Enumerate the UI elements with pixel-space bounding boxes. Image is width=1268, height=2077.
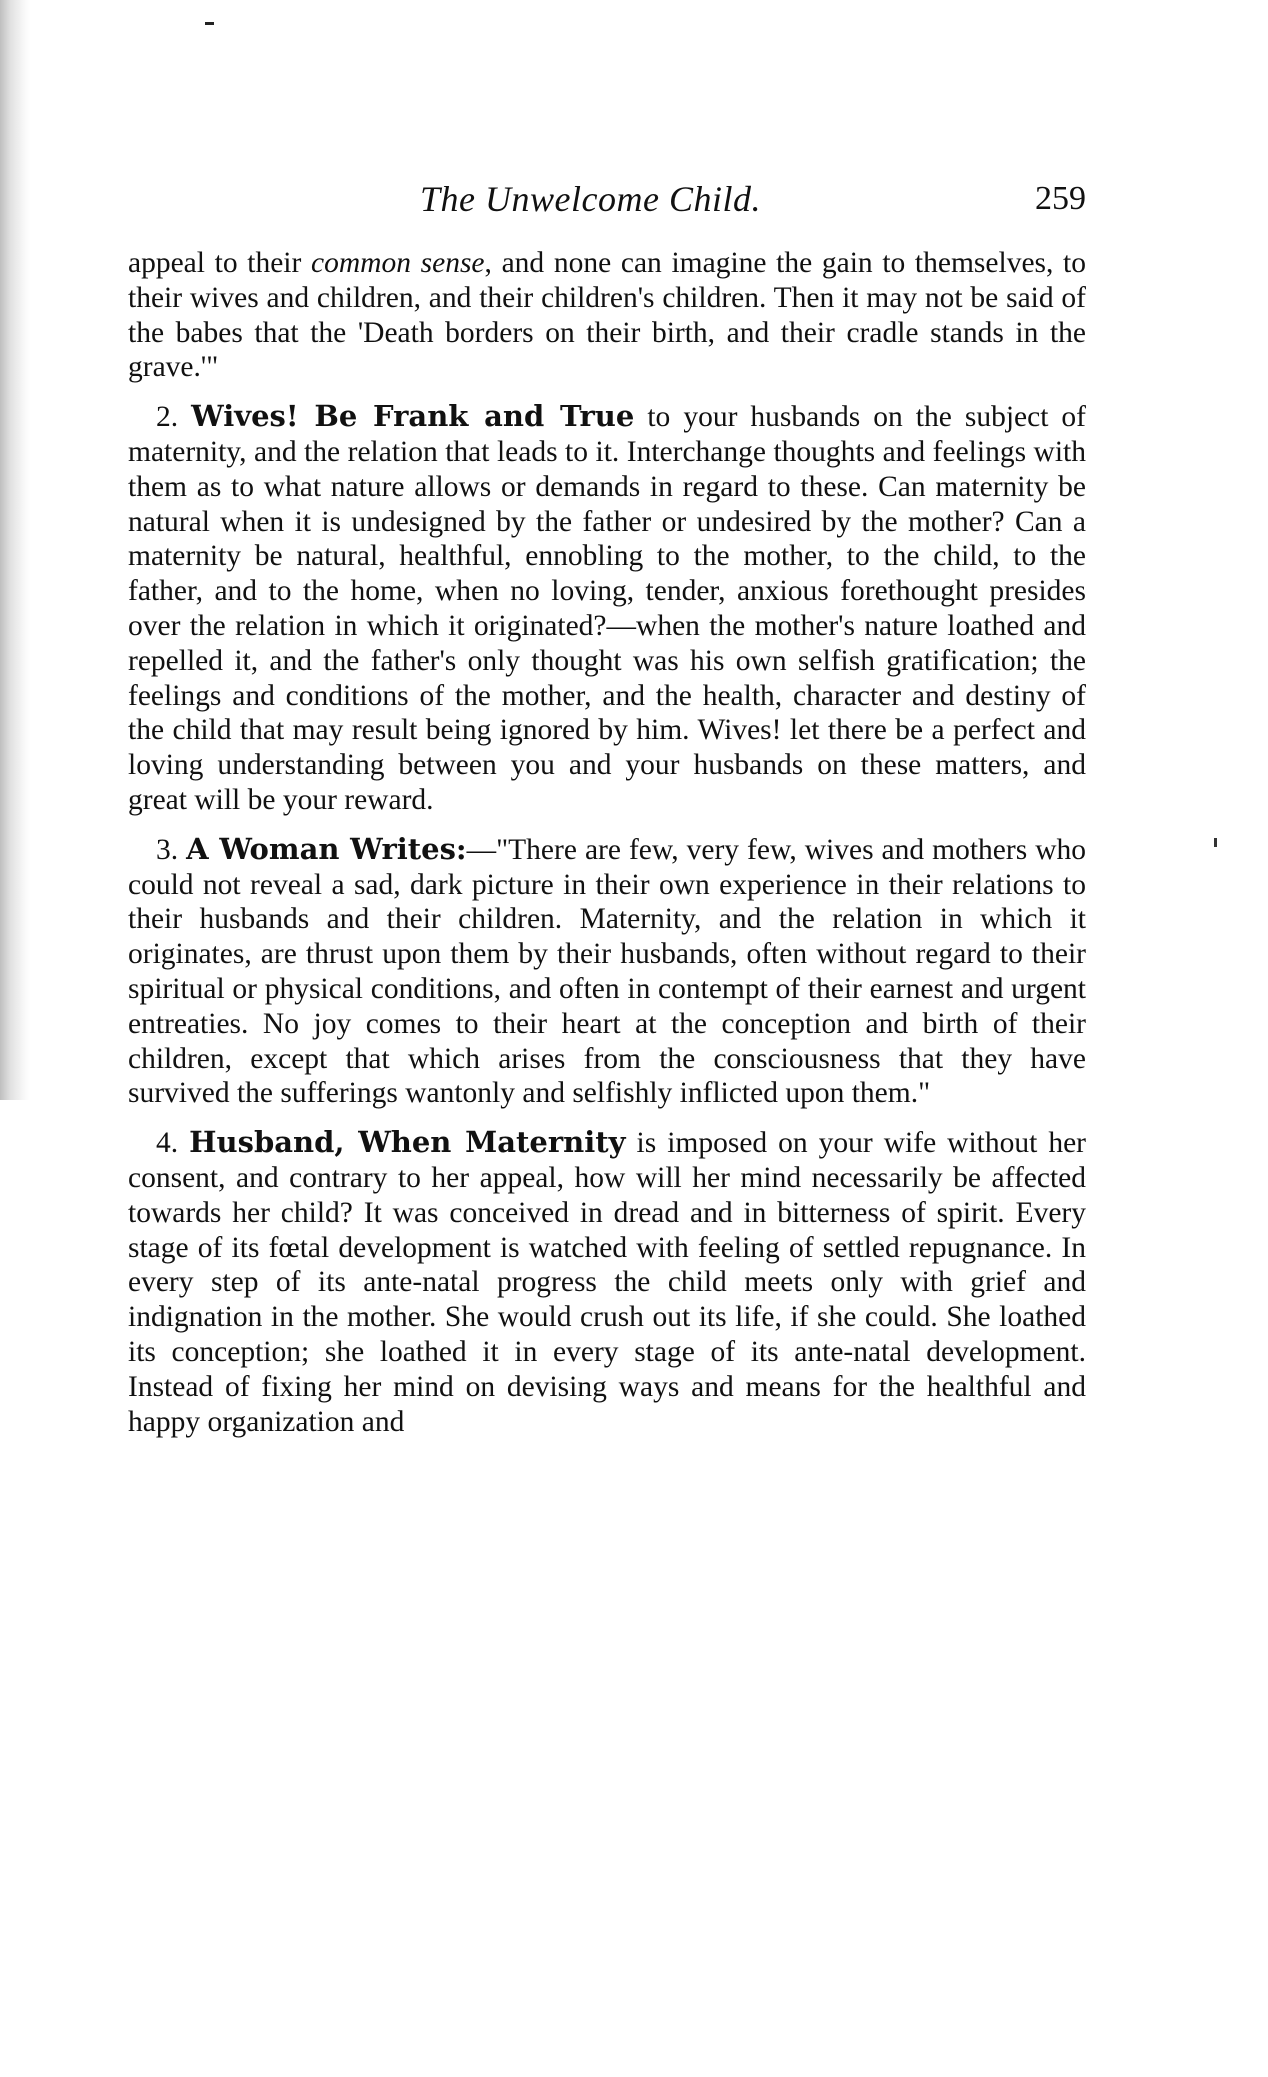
paragraph-text: —"There are few, very few, wives and mothers who could not reveal a sad, dark picture in their own experience in their relations to their husbands and their children. Maternity, and the relation in which it originates, are thrust upon them by their husbands, often without regard to their spiritual or physical conditions, and often in contempt of their earnest and urgent entreaties. No joy comes to their heart at the conception and birth of their children, except that which arises from the consciousness that they have survived the sufferings wantonly and selfishly inflicted upon them." [128,833,1086,1110]
page-number: 259 [1035,180,1086,217]
paragraph-text: , and none can imagine the gain to themselves, to their wives and children, and their children's children. Then it may not be said of the babes that the 'Death borders on their birth, and their cradle stands in the grave.'" [128,247,1087,384]
print-mark [205,22,214,25]
paragraph-number: 4. [156,1127,179,1160]
scan-edge-shadow [0,0,30,1100]
paragraph-text: to your husbands on the subject of maternity, and the relation that leads to it. Interchange thoughts and feelings with them as to what nature allows or demands in regard to these. Can maternity be natural when it is undesigned by the father or undesired by the mother? Can a maternity be natural, healthful, ennobling to the mother, to the child, to the father, and to the home, when no loving, tender, anxious forethought presides over the relation in which it originated?—when the mother's nature loathed and repelled it, and the father's only thought was his own selfish gratification; the feelings and conditions of the mother, and the health, character and destiny of the child that may result being ignored by him. Wives! let there be a perfect and loving understanding between you and your husbands on these matters, and great will be your reward. [128,401,1087,816]
paragraph-lead: A Woman Writes: [186,831,467,866]
page-header [128,178,1086,224]
page-body [128,246,1086,1439]
paragraph-number: 3. [156,833,179,866]
running-title: The Unwelcome Child. [420,179,761,219]
paragraph-2 [128,399,1086,818]
paragraph-4 [128,1125,1086,1439]
paragraph-3 [128,832,1086,1111]
paragraph-number: 2. [156,401,179,434]
emphasis-text: common sense [311,247,485,279]
print-speck [1214,838,1217,847]
paragraph-text: is imposed on your wife without her consent, and contrary to her appeal, how will her mind necessarily be affected towards her child? It was conceived in dread and in bitterness of spirit. Every stage of its fœtal development is watched with feeling of settled repugnance. In every step of its ante-natal progress the child meets only with grief and indignation in the mother. She would crush out its life, if she could. She loathed its conception; she loathed it in every stage of its ante-natal development. Instead of fixing her mind on devising ways and means for the healthful and happy organization and [128,1127,1086,1438]
paragraph-lead: Husband, When Maternity [189,1125,626,1160]
paragraph-continuation [128,246,1086,385]
paragraph-lead: Wives! Be Frank and True [191,399,635,434]
paragraph-text: appeal to their [128,247,311,279]
